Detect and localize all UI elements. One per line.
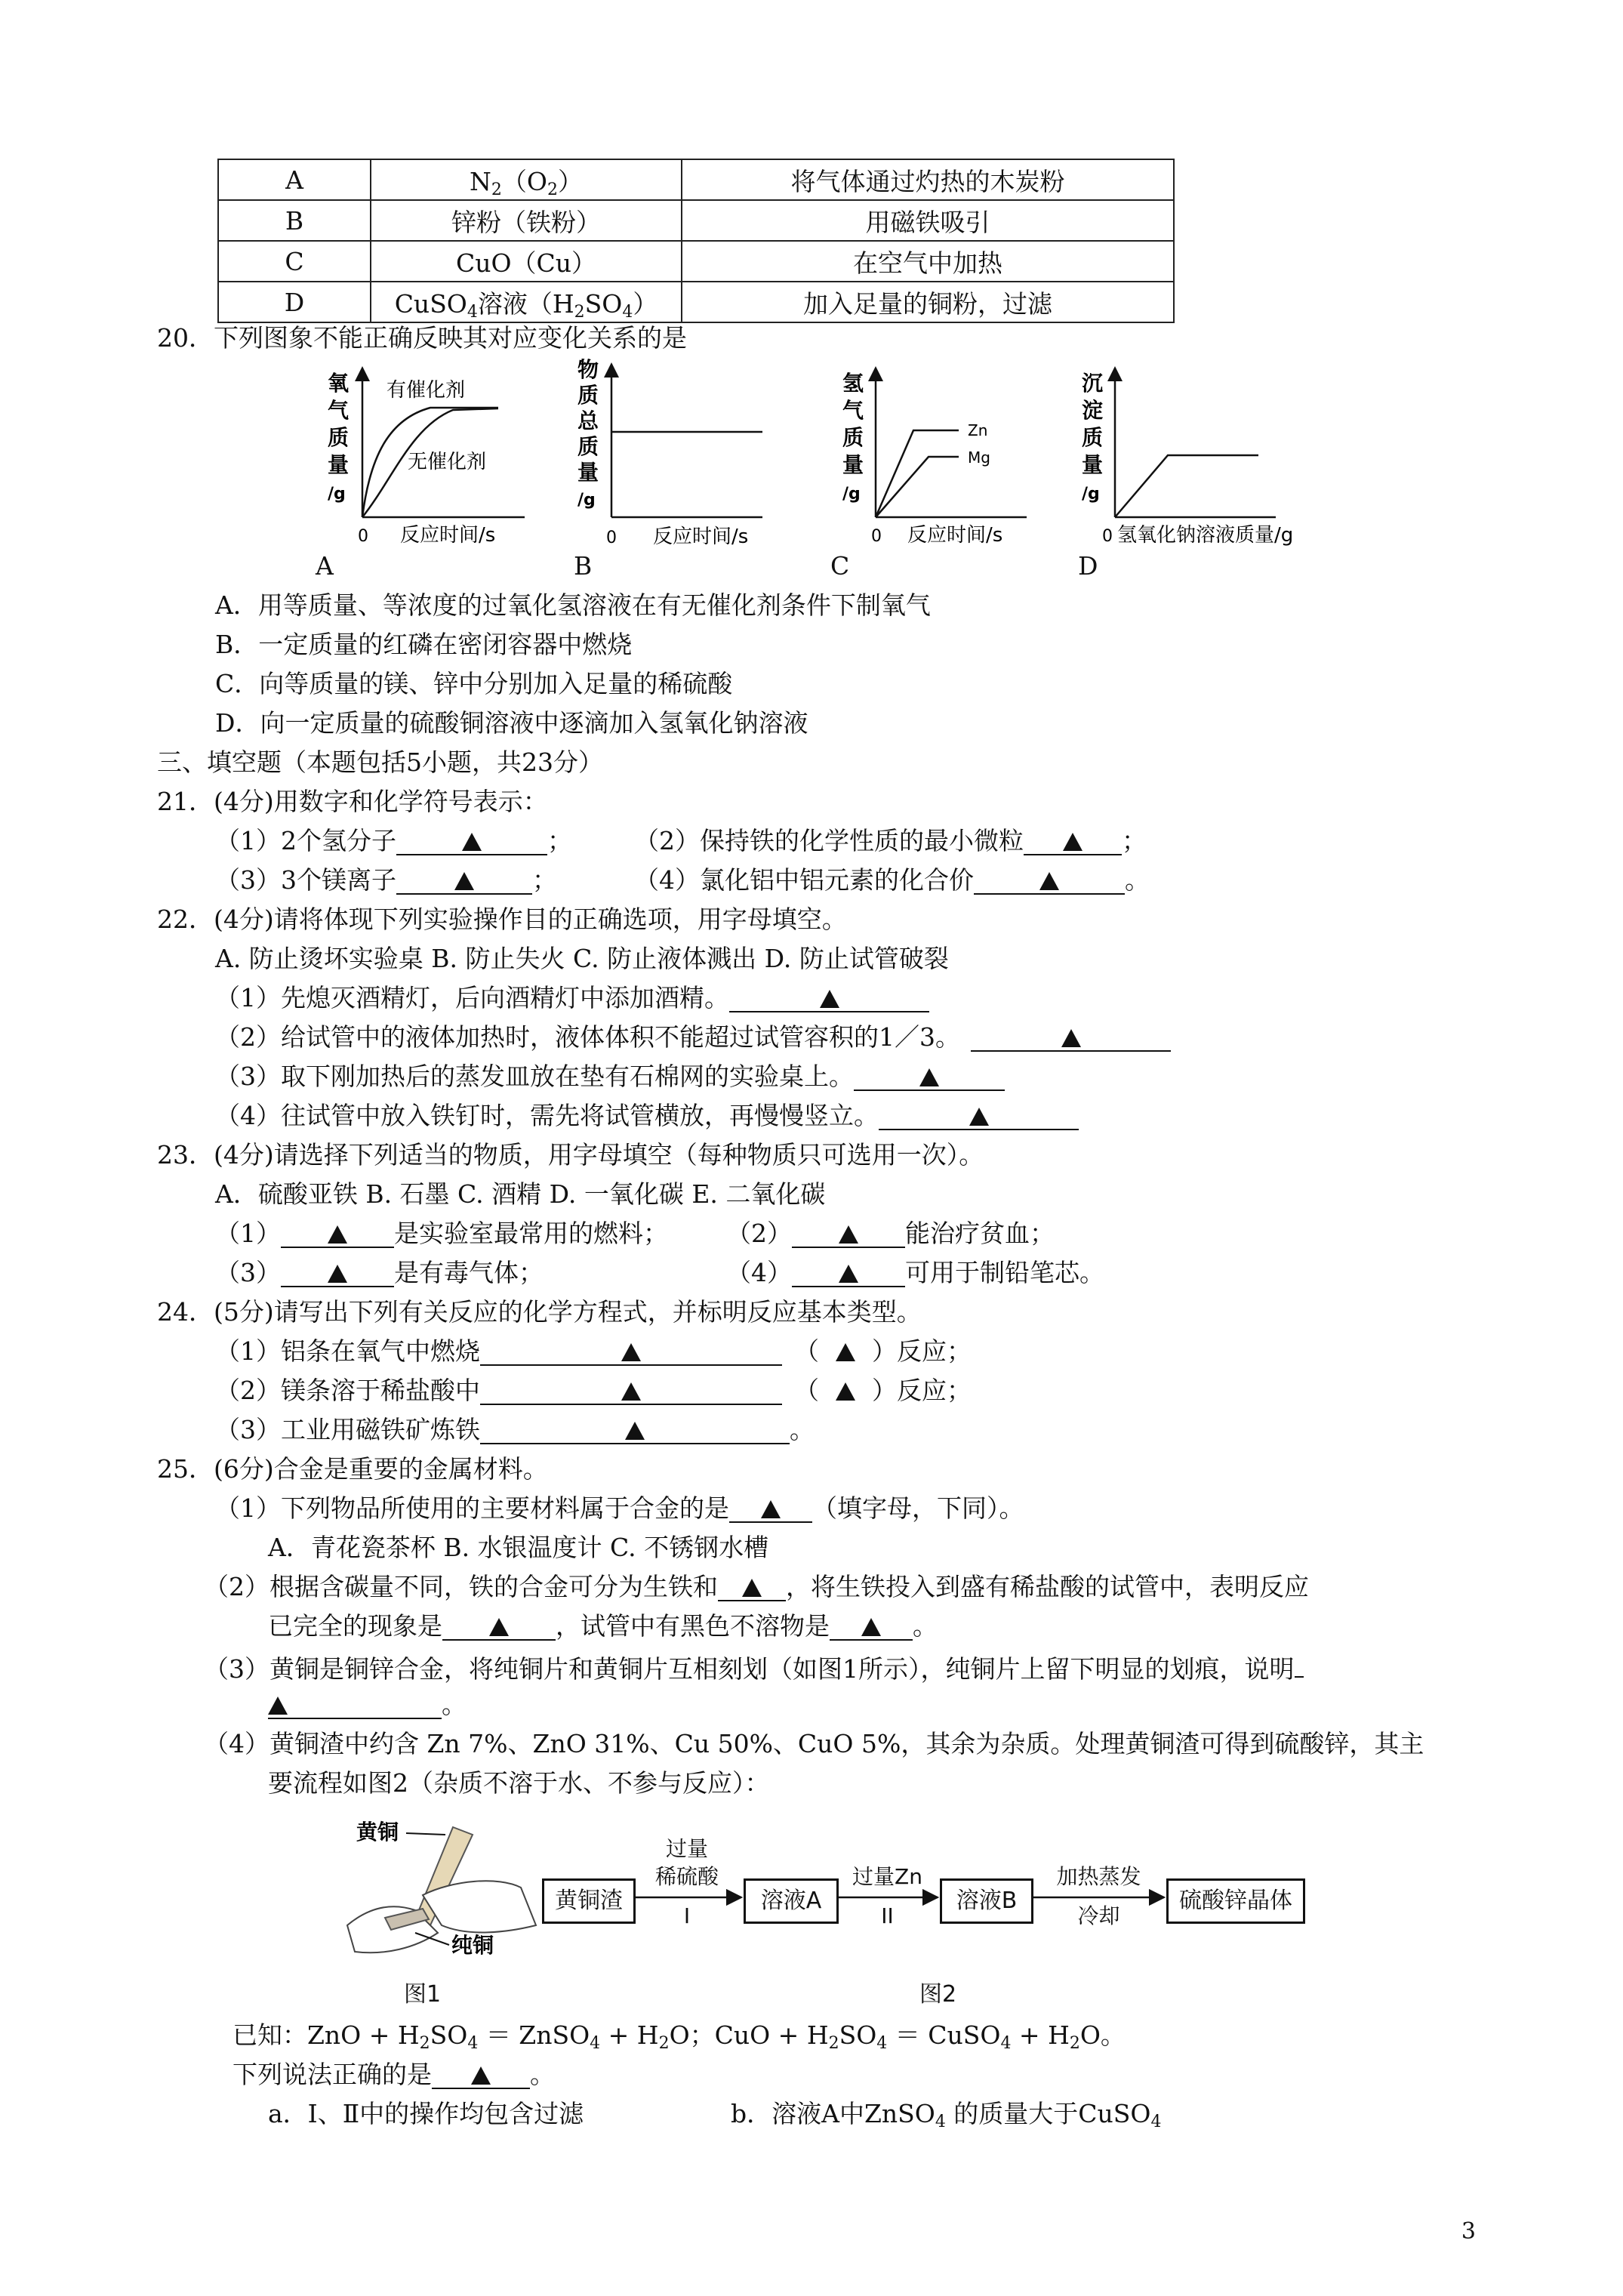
y-label-char: 质 xyxy=(842,425,864,450)
answer-blank[interactable] xyxy=(792,1260,905,1287)
q22-line4: （4）往试管中放入铁钉时，需先将试管横放，再慢慢竖立。 xyxy=(215,1101,1079,1131)
triangle-icon xyxy=(471,2066,491,2085)
answer-blank[interactable] xyxy=(879,1103,1079,1130)
answer-blank[interactable] xyxy=(971,1025,1171,1052)
q25-line2b: 已完全的现象是 ，试管中有黑色不溶物是 。 xyxy=(268,1611,938,1641)
triangle-icon xyxy=(625,1422,645,1440)
triangle-icon xyxy=(454,872,474,890)
chart-d xyxy=(1076,366,1325,555)
q20-option-b: B．一定质量的红磷在密闭容器中燃烧 xyxy=(215,630,633,659)
triangle-icon xyxy=(462,833,482,851)
answer-blank[interactable] xyxy=(480,1378,782,1405)
q24-stem: 24．(5分)请写出下列有关反应的化学方程式，并标明反应基本类型。 xyxy=(157,1297,922,1327)
mg-label: Mg xyxy=(968,448,990,467)
answer-blank[interactable] xyxy=(830,1613,913,1641)
q25-line2: （2）根据含碳量不同，铁的合金可分为生铁和 ，将生铁投入到盛有稀盐酸的试管中，表明反应 xyxy=(204,1572,1309,1601)
answer-blank[interactable] xyxy=(974,868,1125,895)
triangle-icon xyxy=(919,1068,939,1086)
y-label-char: 气 xyxy=(842,398,864,423)
flow-box-zinc-sulfate: 硫酸锌晶体 xyxy=(1166,1878,1305,1924)
q25-line3: （3）黄铜是铜锌合金，将纯铜片和黄铜片互相刻划（如图1所示），纯铜片上留下明显的划痕，说明 xyxy=(204,1650,1304,1684)
q25-line1: （1）下列物品所使用的主要材料属于合金的是 （填字母，下同）。 xyxy=(215,1493,1024,1523)
graph-letter-d: D xyxy=(1078,551,1098,581)
q22-stem: 22．(4分)请将体现下列实验操作目的正确选项，用字母填空。 xyxy=(157,905,847,934)
triangle-icon xyxy=(761,1500,781,1518)
copper-label: 纯铜 xyxy=(451,1933,494,1958)
step1-bottom: I xyxy=(683,1903,691,1928)
graph-letter-b: B xyxy=(574,551,593,581)
q22-line2: （2）给试管中的液体加热时，液体体积不能超过试管容积的1／3。 xyxy=(215,1022,1171,1052)
step1-mid: 稀硫酸 xyxy=(654,1864,719,1889)
triangle-icon xyxy=(742,1579,762,1597)
table-cell-letter: D xyxy=(218,282,371,322)
q23-stem: 23．(4分)请选择下列适当的物质，用字母填空（每种物质只可选用一次）。 xyxy=(157,1140,984,1170)
x-label: 反应时间/s xyxy=(400,524,496,547)
triangle-icon xyxy=(1061,1029,1081,1047)
triangle-icon xyxy=(621,1382,641,1401)
q25-line4: （4）黄铜渣中约含 Zn 7%、ZnO 31%、Cu 50%、CuO 5%，其余为杂质。处理黄铜渣可得到硫酸锌，其主 xyxy=(204,1729,1424,1758)
triangle-icon xyxy=(328,1265,347,1283)
x-label: 反应时间/s xyxy=(907,524,1003,547)
y-label-char: /g xyxy=(328,485,346,504)
answer-blank[interactable] xyxy=(268,1692,442,1719)
y-label-char: 质 xyxy=(577,383,599,408)
table-cell-substance: 锌粉（铁粉） xyxy=(371,200,682,241)
y-label-char: 气 xyxy=(328,398,350,423)
table-row xyxy=(218,200,1174,241)
triangle-icon xyxy=(1063,833,1083,851)
step3-bottom: 冷却 xyxy=(1077,1903,1120,1928)
q23-line2: （2） 能治疗贫血； xyxy=(726,1219,1055,1248)
q23-line4: （4） 可用于制铅笔芯。 xyxy=(726,1258,1104,1287)
q25-line4b: 要流程如图2（杂质不溶于水、不参与反应）： xyxy=(268,1768,770,1798)
answer-blank-start xyxy=(1295,1650,1304,1678)
answer-blank[interactable] xyxy=(729,985,929,1012)
zn-label: Zn xyxy=(968,421,988,439)
triangle-icon xyxy=(489,1618,509,1636)
triangle-icon xyxy=(1039,872,1059,890)
flow-box-brass-residue: 黄铜渣 xyxy=(542,1878,636,1924)
graph-letter-c: C xyxy=(830,551,850,581)
answer-blank[interactable] xyxy=(432,2062,530,2089)
y-label-char: 量 xyxy=(842,452,864,477)
table-cell-letter: C xyxy=(218,241,371,282)
origin: 0 xyxy=(871,527,882,546)
triangle-icon xyxy=(268,1697,288,1715)
brass-label: 黄铜 xyxy=(356,1820,399,1845)
section-3-title: 三、填空题（本题包括5小题，共23分） xyxy=(157,747,603,777)
table-row xyxy=(218,241,1174,282)
y-label-char: 量 xyxy=(328,452,350,477)
answer-blank[interactable] xyxy=(480,1339,782,1366)
q25-line3b: 。 xyxy=(268,1690,467,1720)
step2-bottom: II xyxy=(881,1903,894,1928)
triangle-icon xyxy=(839,1225,858,1244)
table-row xyxy=(218,282,1174,322)
answer-blank[interactable] xyxy=(718,1574,786,1601)
answer-blank[interactable] xyxy=(729,1496,812,1523)
triangle-icon xyxy=(621,1343,641,1361)
answer-blank[interactable] xyxy=(442,1613,556,1641)
y-label-char: /g xyxy=(1082,485,1100,504)
q25-option-b: b．溶液A中ZnSO$_4$ 的质量大于CuSO$_4$ xyxy=(731,2099,1162,2131)
legend-without: 无催化剂 xyxy=(408,451,487,473)
q25-correct-statement: 下列说法正确的是 。 xyxy=(233,2060,555,2089)
q24-line3: （3）工业用磁铁矿炼铁 。 xyxy=(215,1415,815,1444)
step1-top: 过量 xyxy=(665,1836,708,1861)
figure-1-caption: 图1 xyxy=(404,1981,442,2008)
table-cell-method: 用磁铁吸引 xyxy=(682,200,1174,241)
y-label-char: /g xyxy=(577,491,596,510)
chart-c xyxy=(838,366,1034,555)
y-label-char: /g xyxy=(842,485,861,504)
y-label-char: 质 xyxy=(328,425,350,450)
y-label-char: 量 xyxy=(577,460,599,485)
q20-option-c: C．向等质量的镁、锌中分别加入足量的稀硫酸 xyxy=(215,669,733,698)
q22-line1: （1）先熄灭酒精灯，后向酒精灯中添加酒精。 xyxy=(215,983,929,1013)
answer-blank[interactable] xyxy=(792,1221,905,1248)
q25-option-a: a．Ⅰ、Ⅱ中的操作均包含过滤 xyxy=(268,2099,584,2128)
y-label-char: 总 xyxy=(577,408,599,433)
table-cell-letter: B xyxy=(218,200,371,241)
answer-blank[interactable] xyxy=(281,1221,394,1248)
triangle-icon xyxy=(836,1382,855,1401)
x-label: 反应时间/s xyxy=(653,525,749,548)
flow-box-solution-a: 溶液A xyxy=(744,1878,839,1924)
q22-line3: （3）取下刚加热后的蒸发皿放在垫有石棉网的实验桌上。 xyxy=(215,1062,1005,1092)
y-label-char: 质 xyxy=(1082,425,1104,450)
q21-line1: （1）2个氢分子 ； xyxy=(215,826,572,855)
q21-line4: （4）氯化铝中铝元素的化合价 。 xyxy=(634,865,1150,895)
reaction-type-blank[interactable] xyxy=(819,1378,872,1404)
figure-2-caption: 图2 xyxy=(919,1981,957,2008)
table-cell-method: 加入足量的铜粉，过滤 xyxy=(682,282,1174,322)
triangle-icon xyxy=(836,1343,855,1361)
triangle-icon xyxy=(820,990,839,1008)
table-cell-method: 在空气中加热 xyxy=(682,241,1174,282)
answer-blank[interactable] xyxy=(480,1417,790,1444)
answer-blank[interactable] xyxy=(396,868,532,895)
table-row xyxy=(218,159,1174,200)
step2-top: 过量Zn xyxy=(852,1864,922,1889)
triangle-icon xyxy=(328,1225,347,1244)
x-label: 氢氧化钠溶液质量/g xyxy=(1117,524,1294,547)
q21-stem: 21．(4分)用数字和化学符号表示： xyxy=(157,787,548,816)
q24-line1: （1）铝条在氧气中燃烧 （ ）反应； xyxy=(215,1336,972,1366)
flow-box-solution-b: 溶液B xyxy=(940,1878,1033,1924)
y-label-char: 量 xyxy=(1082,452,1104,477)
q21-line3: （3）3个镁离子 ； xyxy=(215,865,557,895)
q20-option-a: A．用等质量、等浓度的过氧化氢溶液在有无催化剂条件下制氧气 xyxy=(215,590,931,620)
table-cell-substance: CuO（Cu） xyxy=(371,241,682,282)
chart-a xyxy=(317,366,528,555)
table-cell-substance: CuSO$_4$溶液$(H_2SO_4)$ xyxy=(371,282,682,322)
answer-blank[interactable] xyxy=(1024,828,1122,855)
triangle-icon xyxy=(861,1618,881,1636)
q23-choices: A．硫酸亚铁 B. 石墨 C. 酒精 D. 一氧化碳 E. 二氧化碳 xyxy=(215,1179,826,1209)
y-label-char: 沉 xyxy=(1082,371,1104,396)
y-label-char: 物 xyxy=(577,359,599,382)
page-number: 3 xyxy=(1461,2218,1476,2245)
triangle-icon xyxy=(839,1265,858,1283)
y-label-char: 氧 xyxy=(328,371,350,396)
origin: 0 xyxy=(1102,527,1113,546)
figure-1 xyxy=(340,1812,544,1971)
precipitate-line xyxy=(1115,455,1258,517)
origin: 0 xyxy=(358,527,368,546)
table-cell-substance: $N_2(O_2)$ xyxy=(371,159,682,200)
options-table xyxy=(217,159,1175,323)
table-cell-letter: A xyxy=(218,159,371,200)
y-label-char: 氢 xyxy=(842,371,864,396)
answer-blank[interactable] xyxy=(281,1260,394,1287)
y-label-char: 质 xyxy=(577,434,599,459)
hand-right xyxy=(423,1881,536,1932)
chart-b xyxy=(570,359,781,555)
q25-line1-options: A．青花瓷茶杯 B. 水银温度计 C. 不锈钢水槽 xyxy=(268,1533,769,1562)
q20-stem: 20．下列图象不能正确反映其对应变化关系的是 xyxy=(157,323,687,353)
q23-line1: （1） 是实验室最常用的燃料； xyxy=(215,1219,668,1248)
q20-option-d: D．向一定质量的硫酸铜溶液中逐滴加入氢氧化钠溶液 xyxy=(215,708,808,738)
origin: 0 xyxy=(606,529,617,547)
answer-blank[interactable] xyxy=(854,1064,1005,1091)
reaction-type-blank[interactable] xyxy=(819,1339,872,1364)
known-equations: 已知：ZnO + $H_2SO_4$ ＝ ZnSO$_4$ + $H_2O$；CuO + $H_2SO_4$ ＝ CuSO$_4$ + $H_2O$。 xyxy=(233,2020,1126,2053)
q23-line3: （3） 是有毒气体； xyxy=(215,1258,544,1287)
answer-blank[interactable] xyxy=(396,828,547,855)
y-label-char: 淀 xyxy=(1082,398,1104,423)
legend-with: 有催化剂 xyxy=(387,379,466,402)
q25-stem: 25．(6分)合金是重要的金属材料。 xyxy=(157,1454,548,1484)
graph-letter-a: A xyxy=(316,551,334,581)
q24-line2: （2）镁条溶于稀盐酸中 （ ）反应； xyxy=(215,1376,972,1405)
q21-line2: （2）保持铁的化学性质的最小微粒 ； xyxy=(634,826,1147,855)
q22-choices: A. 防止烫坏实验桌 B. 防止失火 C. 防止液体溅出 D. 防止试管破裂 xyxy=(215,944,949,973)
step3-top: 加热蒸发 xyxy=(1056,1864,1141,1889)
table-cell-method: 将气体通过灼热的木炭粉 xyxy=(682,159,1174,200)
triangle-icon xyxy=(969,1108,989,1126)
